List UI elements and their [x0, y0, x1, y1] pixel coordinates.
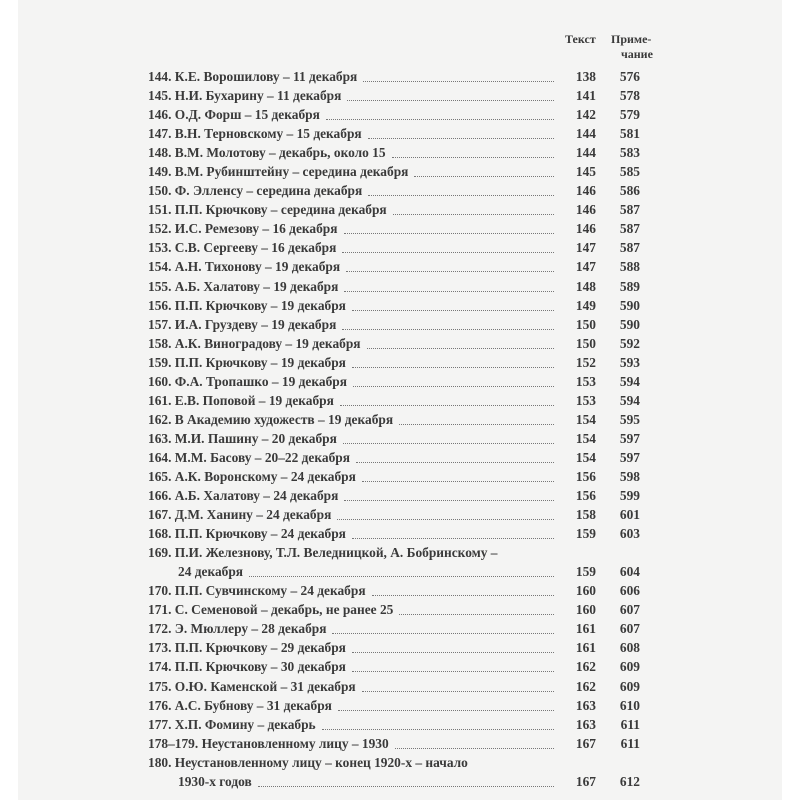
toc-entry — [148, 753, 640, 791]
toc-entry-title: 153. С.В. Сергееву – 16 декабря — [148, 240, 337, 256]
toc-entry-line — [148, 86, 640, 105]
note-page-number: 595 — [619, 411, 640, 427]
toc-entry-title: 159. П.П. Крючкову – 19 декабря — [148, 354, 346, 370]
toc-entry — [148, 67, 640, 86]
dot-leader — [356, 462, 554, 463]
text-page-number: 163 — [575, 716, 596, 732]
toc-entry — [148, 410, 640, 429]
note-page-number: 609 — [619, 678, 640, 694]
toc-entry-line — [148, 600, 640, 619]
toc-entry-title: 152. И.С. Ремезову – 16 декабря — [148, 221, 338, 237]
toc-entry-line — [148, 238, 640, 257]
toc-entry-line — [148, 410, 640, 429]
note-page-number: 587 — [619, 240, 640, 256]
text-page-number: 146 — [575, 202, 596, 218]
table-of-contents — [148, 67, 640, 791]
toc-entry-title: 1930-х годов — [178, 773, 252, 789]
dot-leader — [352, 538, 554, 539]
dot-leader — [344, 291, 554, 292]
text-page-number: 142 — [575, 107, 596, 123]
dot-leader — [342, 252, 554, 253]
toc-entry — [148, 448, 640, 467]
note-page-number: 576 — [619, 69, 640, 84]
text-page-number: 144 — [575, 145, 596, 161]
text-page-number: 141 — [575, 88, 596, 104]
toc-entry — [148, 429, 640, 448]
toc-entry-line — [148, 296, 640, 315]
toc-entry — [148, 467, 640, 486]
toc-entry-title: 166. А.Б. Халатову – 24 декабря — [148, 488, 339, 504]
note-page-number: 581 — [619, 126, 640, 142]
dot-leader — [399, 424, 554, 425]
column-header-note-line1: Приме- — [611, 32, 652, 46]
column-header-text: Текст — [565, 32, 596, 46]
toc-entry-title: 175. О.Ю. Каменской – 31 декабря — [148, 678, 356, 694]
note-page-number: 585 — [619, 164, 640, 180]
toc-entry — [148, 391, 640, 410]
text-page-number: 160 — [575, 583, 596, 599]
toc-entry — [148, 638, 640, 657]
toc-entry — [148, 296, 640, 315]
text-page-number: 161 — [575, 621, 596, 637]
note-page-number: 612 — [619, 773, 640, 789]
text-page-number: 158 — [575, 507, 596, 523]
toc-entry-line — [148, 638, 640, 657]
toc-entry-line — [148, 753, 640, 772]
toc-entry-title: 158. А.К. Виноградову – 19 декабря — [148, 335, 361, 351]
toc-entry-line — [148, 734, 640, 753]
dot-leader — [362, 481, 554, 482]
note-page-number: 588 — [619, 259, 640, 275]
dot-leader — [372, 595, 554, 596]
note-page-number: 590 — [619, 316, 640, 332]
toc-entry-line — [148, 772, 640, 791]
text-page-number: 163 — [575, 697, 596, 713]
toc-entry-title: 164. М.М. Басову – 20–22 декабря — [148, 449, 350, 465]
note-page-number: 608 — [619, 640, 640, 656]
column-header-note-line2: чание — [621, 47, 653, 61]
toc-entry-line — [148, 715, 640, 734]
toc-entry-title: 163. М.И. Пашину – 20 декабря — [148, 430, 337, 446]
toc-entry-title: 160. Ф.А. Тропашко – 19 декабря — [148, 373, 347, 389]
note-page-number: 609 — [619, 659, 640, 675]
toc-entry-title: 157. И.А. Груздеву – 19 декабря — [148, 316, 337, 332]
dot-leader — [352, 310, 554, 311]
dot-leader — [322, 729, 554, 730]
dot-leader — [344, 500, 554, 501]
note-page-number: 592 — [619, 335, 640, 351]
toc-entry-title: 169. П.И. Железнову, Т.Л. Веледницкой, А. Бобринскому – — [148, 545, 498, 561]
dot-leader — [342, 329, 554, 330]
dot-leader — [367, 348, 554, 349]
text-page-number: 153 — [575, 392, 596, 408]
toc-entry-title: 180. Неустановленному лицу – конец 1920-х – начало — [148, 754, 468, 770]
dot-leader — [258, 786, 554, 787]
toc-entry-line — [148, 562, 640, 581]
toc-entry-line — [148, 372, 640, 391]
toc-entry-title: 176. А.С. Бубнову – 31 декабря — [148, 697, 332, 713]
toc-entry-title: 154. А.Н. Тихонову – 19 декабря — [148, 259, 341, 275]
toc-entry-title: 167. Д.М. Ханину – 24 декабря — [148, 507, 332, 523]
dot-leader — [395, 748, 554, 749]
text-page-number: 150 — [575, 335, 596, 351]
dot-leader — [347, 100, 554, 101]
note-page-number: 607 — [619, 602, 640, 618]
toc-entry-title: 24 декабря — [178, 564, 244, 580]
toc-entry — [148, 524, 640, 543]
toc-entry-line — [148, 448, 640, 467]
text-page-number: 156 — [575, 468, 596, 484]
note-page-number: 607 — [619, 621, 640, 637]
toc-entry-title: 174. П.П. Крючкову – 30 декабря — [148, 659, 346, 675]
toc-entry — [148, 162, 640, 181]
toc-entry-title: 165. А.К. Воронскому – 24 декабря — [148, 468, 356, 484]
toc-entry-title: 149. В.М. Рубинштейну – середина декабря — [148, 164, 409, 180]
dot-leader — [326, 119, 554, 120]
note-page-number: 579 — [619, 107, 640, 123]
toc-entry-line — [148, 334, 640, 353]
toc-entry — [148, 277, 640, 296]
note-page-number: 597 — [619, 430, 640, 446]
toc-entry-line — [148, 315, 640, 334]
toc-entry-title: 170. П.П. Сувчинскому – 24 декабря — [148, 583, 366, 599]
text-page-number: 162 — [575, 678, 596, 694]
toc-entry-line — [148, 219, 640, 238]
toc-entry-line — [148, 143, 640, 162]
toc-entry-title: 146. О.Д. Форш – 15 декабря — [148, 107, 320, 123]
dot-leader — [393, 214, 554, 215]
text-page-number: 154 — [575, 411, 596, 427]
toc-entry-title: 171. С. Семеновой – декабрь, не ранее 25 — [148, 602, 394, 618]
toc-entry — [148, 257, 640, 276]
dot-leader — [337, 519, 554, 520]
text-page-number: 147 — [575, 259, 596, 275]
dot-leader — [344, 233, 555, 234]
toc-entry — [148, 334, 640, 353]
toc-entry-title: 145. Н.И. Бухарину – 11 декабря — [148, 88, 342, 104]
text-page-number: 160 — [575, 602, 596, 618]
note-page-number: 583 — [619, 145, 640, 161]
toc-entry-line — [148, 619, 640, 638]
dot-leader — [414, 176, 554, 177]
toc-entry — [148, 143, 640, 162]
toc-entry-title: 178–179. Неустановленному лицу – 1930 — [148, 735, 389, 751]
toc-entry-line — [148, 200, 640, 219]
dot-leader — [340, 405, 554, 406]
toc-entry — [148, 238, 640, 257]
toc-entry-title: 177. Х.П. Фомину – декабрь — [148, 716, 316, 732]
toc-entry-line — [148, 162, 640, 181]
note-page-number: 611 — [620, 735, 640, 751]
dot-leader — [352, 652, 554, 653]
dot-leader — [392, 157, 554, 158]
dot-leader — [368, 195, 554, 196]
toc-entry-line — [148, 486, 640, 505]
text-page-number: 154 — [575, 430, 596, 446]
dot-leader — [338, 710, 554, 711]
note-page-number: 587 — [619, 202, 640, 218]
text-page-number: 167 — [575, 735, 596, 751]
toc-entry-title: 144. К.Е. Ворошилову – 11 декабря — [148, 69, 358, 84]
toc-entry — [148, 315, 640, 334]
dot-leader — [343, 443, 554, 444]
dot-leader — [249, 576, 554, 577]
toc-entry — [148, 696, 640, 715]
toc-entry — [148, 181, 640, 200]
dot-leader — [352, 671, 554, 672]
text-page-number: 161 — [575, 640, 596, 656]
toc-entry-line — [148, 467, 640, 486]
toc-entry-title: 155. А.Б. Халатову – 19 декабря — [148, 278, 339, 294]
toc-entry-line — [148, 257, 640, 276]
dot-leader — [353, 386, 554, 387]
dot-leader — [363, 81, 554, 82]
dot-leader — [362, 691, 554, 692]
toc-entry-line — [148, 429, 640, 448]
text-page-number: 145 — [575, 164, 596, 180]
toc-entry — [148, 600, 640, 619]
note-page-number: 598 — [619, 468, 640, 484]
toc-entry-line — [148, 677, 640, 696]
toc-entry-title: 147. В.Н. Терновскому – 15 декабря — [148, 126, 362, 142]
note-page-number: 606 — [619, 583, 640, 599]
text-page-number: 149 — [575, 297, 596, 313]
toc-entry-line — [148, 353, 640, 372]
toc-entry-line — [148, 657, 640, 676]
text-page-number: 167 — [575, 773, 596, 789]
note-page-number: 599 — [619, 488, 640, 504]
note-page-number: 587 — [619, 221, 640, 237]
toc-entry-line — [148, 67, 640, 86]
toc-entry-title: 172. Э. Мюллеру – 28 декабря — [148, 621, 327, 637]
dot-leader — [346, 271, 554, 272]
text-page-number: 144 — [575, 126, 596, 142]
toc-entry-line — [148, 505, 640, 524]
toc-entry — [148, 619, 640, 638]
text-page-number: 146 — [575, 183, 596, 199]
toc-entry-line — [148, 181, 640, 200]
toc-entry — [148, 486, 640, 505]
toc-entry-line — [148, 391, 640, 410]
dot-leader — [399, 614, 554, 615]
text-page-number: 147 — [575, 240, 596, 256]
toc-entry — [148, 734, 640, 753]
toc-entry — [148, 677, 640, 696]
text-page-number: 154 — [575, 449, 596, 465]
note-page-number: 604 — [619, 564, 640, 580]
note-page-number: 611 — [620, 716, 640, 732]
toc-entry-line — [148, 124, 640, 143]
toc-entry-title: 148. В.М. Молотову – декабрь, около 15 — [148, 145, 386, 161]
toc-entry-line — [148, 524, 640, 543]
toc-entry-line — [148, 277, 640, 296]
note-page-number: 594 — [619, 392, 640, 408]
toc-entry — [148, 715, 640, 734]
text-page-number: 148 — [575, 278, 596, 294]
note-page-number: 603 — [619, 526, 640, 542]
toc-entry-title: 150. Ф. Элленсу – середина декабря — [148, 183, 363, 199]
dot-leader — [332, 633, 554, 634]
note-page-number: 578 — [619, 88, 640, 104]
toc-entry-title: 156. П.П. Крючкову – 19 декабря — [148, 297, 346, 313]
toc-entry-title: 168. П.П. Крючкову – 24 декабря — [148, 526, 346, 542]
toc-entry-title: 162. В Академию художеств – 19 декабря — [148, 411, 394, 427]
dot-leader — [352, 367, 554, 368]
toc-entry-line — [148, 543, 640, 562]
toc-entry — [148, 86, 640, 105]
toc-entry — [148, 124, 640, 143]
text-page-number: 146 — [575, 221, 596, 237]
text-page-number: 138 — [575, 69, 596, 84]
text-page-number: 156 — [575, 488, 596, 504]
note-page-number: 593 — [619, 354, 640, 370]
toc-entry — [148, 372, 640, 391]
text-page-number: 159 — [575, 564, 596, 580]
toc-entry-title: 151. П.П. Крючкову – середина декабря — [148, 202, 387, 218]
text-page-number: 150 — [575, 316, 596, 332]
toc-entry-title: 161. Е.В. Поповой – 19 декабря — [148, 392, 334, 408]
note-page-number: 586 — [619, 183, 640, 199]
toc-entry-line — [148, 105, 640, 124]
text-page-number: 152 — [575, 354, 596, 370]
toc-entry — [148, 219, 640, 238]
toc-entry — [148, 543, 640, 581]
toc-entry — [148, 581, 640, 600]
toc-entry — [148, 105, 640, 124]
dot-leader — [368, 138, 554, 139]
note-page-number: 589 — [619, 278, 640, 294]
note-page-number: 597 — [619, 449, 640, 465]
note-page-number: 610 — [619, 697, 640, 713]
toc-entry — [148, 200, 640, 219]
text-page-number: 159 — [575, 526, 596, 542]
note-page-number: 590 — [619, 297, 640, 313]
toc-entry-line — [148, 581, 640, 600]
toc-entry-line — [148, 696, 640, 715]
note-page-number: 594 — [619, 373, 640, 389]
toc-entry — [148, 657, 640, 676]
text-page-number: 153 — [575, 373, 596, 389]
text-page-number: 162 — [575, 659, 596, 675]
toc-entry-title: 173. П.П. Крючкову – 29 декабря — [148, 640, 346, 656]
note-page-number: 601 — [619, 507, 640, 523]
toc-entry — [148, 505, 640, 524]
toc-entry — [148, 353, 640, 372]
